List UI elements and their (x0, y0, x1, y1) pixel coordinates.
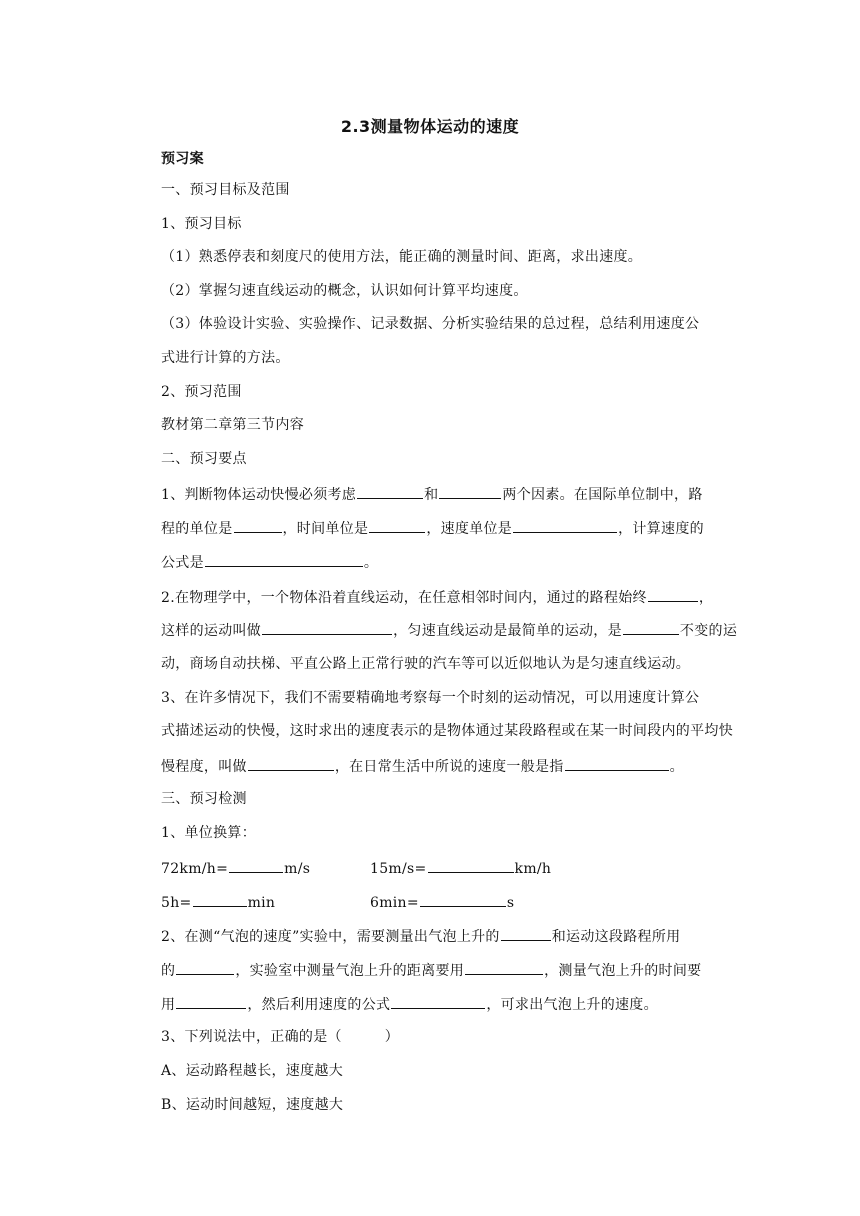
text: ， (698, 590, 714, 606)
blank[interactable] (391, 994, 485, 1009)
point1-line-1 (161, 484, 703, 504)
goal-2: （2）掌握匀速直线运动的概念，认识如何计算平均速度。 (161, 283, 528, 299)
goal-1: （1）熟悉停表和刻度尺的使用方法，能正确的测量时间、距离，求出速度。 (161, 249, 643, 265)
blank[interactable] (369, 518, 425, 533)
blank[interactable] (248, 756, 334, 771)
text: ，然后利用速度的公式 (247, 997, 391, 1013)
blank[interactable] (513, 518, 617, 533)
text: min (247, 895, 276, 911)
text: ，测量气泡上升的时间要 (544, 963, 702, 979)
text: ，速度单位是 (426, 521, 513, 537)
text: 慢程度，叫做 (161, 759, 247, 775)
q2-line-1 (161, 926, 680, 946)
blank[interactable] (465, 960, 543, 975)
blank[interactable] (262, 620, 392, 635)
text: 6min= (370, 895, 419, 911)
point3-line-1: 3、在许多情况下，我们不需要精确地考察每一个时刻的运动情况，可以用速度计算公 (161, 690, 700, 706)
option-b: B、运动时间越短，速度越大 (161, 1097, 344, 1113)
text: 72km/h= (161, 861, 229, 877)
text: 这样的运动叫做 (161, 623, 262, 639)
range-text: 教材第二章第三节内容 (161, 417, 304, 433)
text: 程的单位是 (161, 521, 233, 537)
part2-heading: 二、预习要点 (161, 451, 247, 467)
text: 公式是 (161, 555, 204, 571)
q2-line-2 (161, 960, 701, 980)
part3-heading: 三、预习检测 (161, 791, 247, 807)
goals-heading: 1、预习目标 (161, 216, 242, 232)
blank[interactable] (357, 484, 423, 499)
q3-stem: 3、下列说法中，正确的是（ ） (161, 1029, 400, 1045)
blank[interactable] (193, 892, 247, 907)
point2-line-2 (161, 620, 737, 640)
blank[interactable] (234, 518, 282, 533)
blank[interactable] (501, 926, 551, 941)
blank[interactable] (205, 552, 363, 567)
range-heading: 2、预习范围 (161, 384, 242, 400)
point1-line-3 (161, 552, 378, 572)
text: 不变的运 (679, 623, 738, 639)
document-title: 2.3测量物体运动的速度 (340, 117, 520, 136)
text: 的 (161, 963, 176, 979)
blank[interactable] (648, 587, 698, 602)
conversion-4 (370, 892, 514, 912)
goal-3-line-1: （3）体验设计实验、实验操作、记录数据、分析实验结果的总过程，总结利用速度公 (161, 316, 700, 332)
point2-line-1 (161, 587, 713, 607)
conversion-3 (161, 892, 275, 912)
text: m/s (284, 861, 311, 877)
text: 用 (161, 997, 176, 1013)
text: 两个因素。在国际单位制中，路 (502, 487, 703, 503)
text: s (506, 895, 515, 911)
text: ，在日常生活中所说的速度一般是指 (334, 759, 564, 775)
text: 5h= (161, 895, 192, 911)
text: 1、判断物体运动快慢必须考虑 (161, 487, 357, 503)
text: 和运动这段路程所用 (551, 929, 681, 945)
conversion-2 (370, 858, 551, 878)
goal-3-line-2: 式进行计算的方法。 (161, 350, 290, 366)
blank[interactable] (565, 756, 669, 771)
text: ，计算速度的 (618, 521, 704, 537)
section-label: 预习案 (161, 151, 204, 167)
blank[interactable] (229, 858, 283, 873)
text: ，时间单位是 (282, 521, 369, 537)
blank[interactable] (176, 960, 234, 975)
point1-line-2 (161, 518, 704, 538)
text: 2、在测“气泡的速度”实验中，需要测量出气泡上升的 (161, 929, 500, 945)
blank[interactable] (623, 620, 679, 635)
text: 和 (424, 487, 439, 503)
text: 15m/s= (370, 861, 427, 877)
text: ，可求出气泡上升的速度。 (486, 997, 658, 1013)
blank[interactable] (439, 484, 501, 499)
conversion-1 (161, 858, 310, 878)
option-a: A、运动路程越长，速度越大 (161, 1063, 344, 1079)
part1-heading: 一、预习目标及范围 (161, 182, 290, 198)
text: ，实验室中测量气泡上升的距离要用 (235, 963, 465, 979)
text: km/h (514, 861, 552, 877)
blank[interactable] (428, 858, 514, 873)
point2-line-3: 动，商场自动扶梯、平直公路上正常行驶的汽车等可以近似地认为是匀速直线运动。 (161, 656, 691, 672)
text: 2.在物理学中，一个物体沿着直线运动，在任意相邻时间内，通过的路程始终 (161, 590, 647, 606)
q1-heading: 1、单位换算： (161, 825, 257, 841)
text: ，匀速直线运动是最简单的运动，是 (393, 623, 622, 639)
text: 。 (669, 759, 684, 775)
text: 。 (363, 555, 379, 571)
blank[interactable] (176, 994, 246, 1009)
q2-line-3 (161, 994, 658, 1014)
point3-line-2: 式描述运动的快慢，这时求出的速度表示的是物体通过某段路程或在某一时间段内的平均快 (161, 723, 733, 739)
blank[interactable] (420, 892, 506, 907)
point3-line-3 (161, 756, 684, 776)
